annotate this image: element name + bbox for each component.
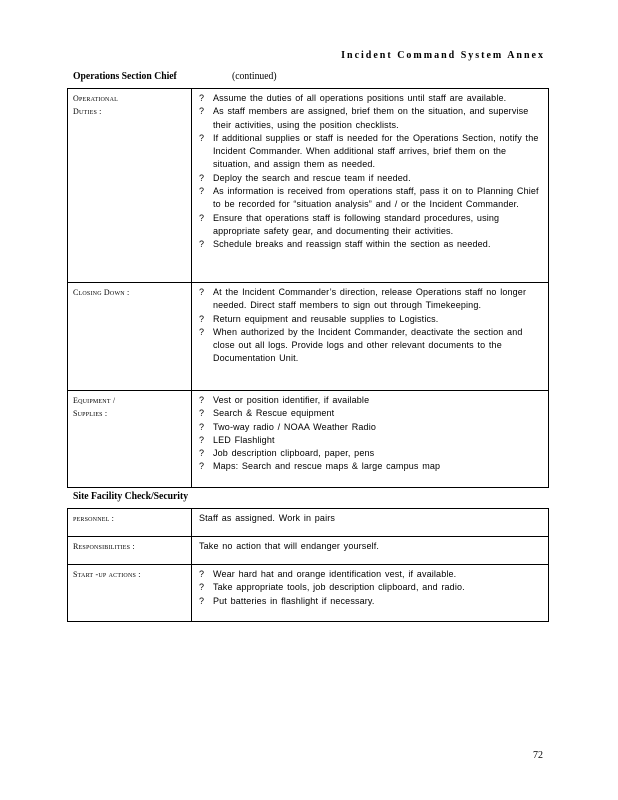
- table-row: [68, 89, 549, 283]
- row-label-start-up-actions: [68, 565, 192, 622]
- row-text: Staff as assigned. Work in pairs: [199, 513, 336, 523]
- table-row: [68, 565, 549, 622]
- site-facility-table: [67, 508, 549, 622]
- row-text: Take no action that will endanger yourself.: [199, 541, 380, 551]
- list-item: ? Maps: Search and rescue maps & large campus map: [197, 460, 544, 473]
- bullet-glyph: ?: [199, 239, 205, 250]
- list-item: ? Vest or position identifier, if available: [197, 394, 544, 407]
- bullet-glyph: ?: [199, 186, 205, 197]
- section-title-operations: Operations Section Chief: [73, 70, 177, 82]
- row-label-operational-duties: [68, 89, 192, 283]
- list-item: ? Search & Rescue equipment: [197, 407, 544, 420]
- page-number: 72: [533, 750, 543, 761]
- bullet-glyph: ?: [199, 106, 205, 117]
- bullet-glyph: ?: [199, 408, 205, 419]
- label-line: Operational: [73, 94, 118, 103]
- list-item: ? Assume the duties of all operations positions until staff are available.: [197, 92, 544, 105]
- row-label-closing-down: [68, 283, 192, 391]
- list-item: ? Two-way radio / NOAA Weather Radio: [197, 421, 544, 434]
- list-item: ? Deploy the search and rescue team if needed.: [197, 172, 544, 185]
- list-item: ? Ensure that operations staff is following standard procedures, using appropriate safety gear, and documenting their activities.: [199, 212, 500, 236]
- row-content-operational-duties: [192, 89, 549, 283]
- row-content-start-up-actions: [192, 565, 549, 622]
- operations-table: [67, 88, 549, 488]
- bullet-glyph: ?: [199, 395, 205, 405]
- label-line: personnel :: [73, 514, 115, 523]
- list-item: ? As staff members are assigned, brief them on the situation, and supervise their activities, using the position checklists.: [199, 106, 529, 130]
- bullet-glyph: ?: [199, 595, 205, 606]
- row-content-responsibilities: [192, 537, 549, 565]
- bullet-glyph: ?: [199, 434, 205, 445]
- bullet-glyph: ?: [199, 582, 205, 593]
- label-line: Supplies :: [73, 409, 108, 418]
- list-item: ? If additional supplies or staff is needed for the Operations Section, notify the Incident Commander. When additional staff arrives, brief them on the situation, and assign them as needed.: [199, 132, 539, 170]
- label-line: Closing Down :: [73, 288, 130, 297]
- row-label-personnel: [68, 509, 192, 537]
- table-row: [68, 391, 549, 488]
- list-item: ? Put batteries in flashlight if necessary.: [197, 595, 544, 608]
- bullet-glyph: ?: [199, 212, 205, 223]
- table-row: [68, 537, 549, 565]
- label-line: Responsibilities :: [73, 542, 135, 551]
- bullet-glyph: ?: [199, 569, 205, 579]
- bullet-glyph: ?: [199, 448, 205, 459]
- row-content-equipment-supplies: [192, 391, 549, 488]
- label-line: Equipment /: [73, 396, 116, 405]
- bullet-glyph: ?: [199, 313, 205, 324]
- row-label-responsibilities: [68, 537, 192, 565]
- label-line: Start -up actions :: [73, 570, 141, 579]
- list-item: ? LED Flashlight: [197, 434, 544, 447]
- list-item: ? Job description clipboard, paper, pens: [197, 447, 544, 460]
- row-content-personnel: [192, 509, 549, 537]
- bullet-glyph: ?: [199, 172, 205, 183]
- table-row: [68, 283, 549, 391]
- list-item: ? As information is received from operations staff, pass it on to Planning Chief to be recorded for “situation analysis” and / or the Incident Commander.: [199, 186, 539, 210]
- annex-header: Incident Command System Annex: [341, 50, 545, 61]
- list-item: ? Return equipment and reusable supplies to Logistics.: [197, 313, 544, 326]
- bullet-glyph: ?: [199, 461, 205, 472]
- list-item: ? Schedule breaks and reassign staff within the section as needed.: [197, 238, 544, 251]
- bullet-glyph: ?: [199, 132, 205, 143]
- table-row: [68, 509, 549, 537]
- bullet-glyph: ?: [199, 326, 205, 337]
- bullet-glyph: ?: [199, 421, 205, 432]
- bullet-glyph: ?: [199, 93, 205, 103]
- list-item: ? When authorized by the Incident Commander, deactivate the section and close out all logs. Provide logs and other relevant documents to the Documentation Unit.: [199, 326, 523, 364]
- section-title-site-facility: Site Facility Check/Security: [73, 490, 189, 502]
- row-label-equipment-supplies: [68, 391, 192, 488]
- row-content-closing-down: [192, 283, 549, 391]
- bullet-glyph: ?: [199, 287, 205, 297]
- list-item: ? At the Incident Commander’s direction, release Operations staff no longer needed. Direct staff members to sign out through Timekeeping.: [199, 287, 527, 311]
- list-item: ? Take appropriate tools, job description clipboard, and radio.: [197, 581, 544, 594]
- label-line: Duties :: [73, 107, 102, 116]
- continued-label: (continued): [232, 70, 277, 82]
- list-item: ? Wear hard hat and orange identification vest, if available.: [197, 568, 544, 581]
